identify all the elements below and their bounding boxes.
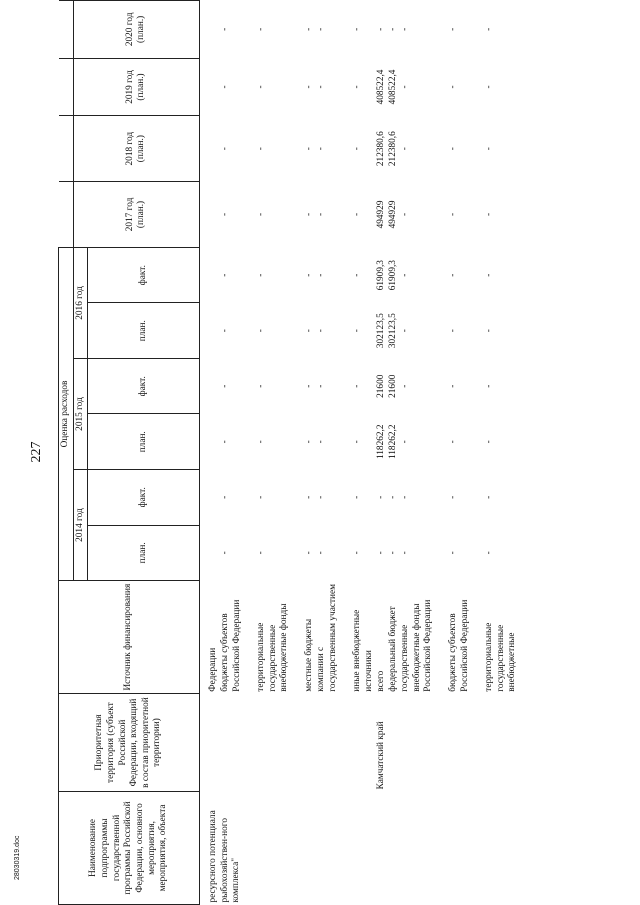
value-line: - — [352, 147, 363, 151]
source-cell — [200, 581, 377, 694]
value-line: - — [256, 329, 267, 333]
source-line: бюджеты субъектов Российской Федерации — [220, 599, 242, 692]
value-line — [208, 60, 220, 114]
value-line: - — [448, 212, 459, 217]
value-line: - — [220, 551, 231, 555]
value-line: - — [316, 329, 327, 333]
value-line: 61909,3 — [376, 260, 387, 291]
value-line — [208, 416, 220, 468]
value-cell — [376, 470, 520, 526]
col-header-plan: план. — [88, 303, 200, 359]
value-cell — [376, 525, 520, 581]
value-line — [208, 118, 220, 180]
col-header-territory: Приоритетная территория (субъект Российской Федерации, входящий в состав приоритетной территории) — [59, 694, 200, 792]
value-cell — [200, 58, 377, 116]
source-line: территориальные государственные внебюджетные фонды — [256, 603, 290, 692]
value-line — [208, 305, 220, 357]
col-header-estimate: Оценка расходов — [59, 247, 74, 580]
value-line — [208, 249, 220, 301]
value-line: - — [352, 495, 363, 499]
value-line: - — [448, 551, 459, 555]
value-line: 212380,6 — [388, 131, 399, 167]
value-line: - — [256, 495, 267, 499]
value-line — [208, 3, 220, 57]
col-header-fact: факт. — [88, 470, 200, 526]
value-line: - — [448, 329, 459, 333]
source-line: территориальные государственные внебюджетные — [484, 622, 518, 692]
value-line: - — [304, 329, 315, 333]
value-line: - — [256, 147, 267, 151]
rotated-table-page — [58, 0, 640, 905]
value-line: - — [220, 147, 231, 151]
value-line: - — [352, 551, 363, 555]
col-header-2018: 2018 год (план.) — [73, 116, 200, 182]
value-line: - — [484, 147, 495, 151]
table-row — [200, 1, 377, 905]
value-line: - — [448, 273, 459, 277]
value-line: - — [316, 27, 327, 31]
value-line: - — [256, 440, 267, 444]
value-line: - — [400, 329, 411, 333]
source-line: иные внебюджетные источники — [352, 609, 374, 692]
value-line: - — [304, 85, 315, 89]
value-line: - — [316, 551, 327, 555]
value-line: - — [376, 495, 387, 499]
source-line: Федерации — [208, 647, 219, 692]
value-line: 61909,3 — [388, 260, 399, 291]
value-line: - — [376, 551, 387, 555]
value-cell — [376, 58, 520, 116]
value-line: - — [400, 551, 411, 555]
value-cell — [200, 116, 377, 182]
value-line: - — [388, 495, 399, 499]
value-cell — [200, 1, 377, 59]
value-line: 408522,4 — [388, 69, 399, 105]
value-line: - — [484, 384, 495, 388]
value-line: - — [352, 440, 363, 444]
col-header-program: Наименование подпрограммы государственной программы Российской Федерации, основного мероприятия, мероприятия, объекта — [59, 791, 200, 904]
value-line: 494929 — [376, 200, 387, 229]
value-line: - — [304, 495, 315, 499]
col-header-plan: план. — [88, 525, 200, 581]
value-cell — [376, 1, 520, 59]
value-line: - — [376, 27, 387, 31]
value-line: - — [256, 384, 267, 388]
header-spacer — [59, 116, 74, 182]
value-line: - — [484, 273, 495, 277]
col-header-fact: факт. — [88, 358, 200, 414]
value-line: - — [256, 85, 267, 89]
source-cell — [376, 581, 520, 694]
value-line: - — [304, 212, 315, 217]
value-line: - — [400, 85, 411, 89]
value-line: - — [304, 27, 315, 31]
col-header-2014: 2014 год — [73, 470, 88, 581]
value-cell — [376, 182, 520, 248]
value-line: - — [448, 495, 459, 499]
value-line: 302123,5 — [388, 313, 399, 349]
value-line: 212380,6 — [376, 131, 387, 167]
col-header-fact: факт. — [88, 247, 200, 303]
value-cell — [200, 470, 377, 526]
value-line: 494929 — [388, 200, 399, 229]
value-line: - — [448, 384, 459, 388]
source-line: бюджеты субъектов Российской Федерации — [448, 599, 470, 692]
value-line: - — [448, 85, 459, 89]
program-name-cell: ресурсного потенциала рыбохозяйствен-ного комплекса" — [208, 810, 242, 903]
col-header-2020: 2020 год (план.) — [73, 1, 200, 59]
value-line: - — [220, 329, 231, 333]
value-line: - — [484, 212, 495, 217]
value-line: - — [448, 147, 459, 151]
value-line: - — [484, 329, 495, 333]
col-header-plan: план. — [88, 414, 200, 470]
value-line: - — [400, 495, 411, 499]
value-cell — [200, 414, 377, 470]
value-line: - — [352, 273, 363, 277]
footer-code: 28030319.doc — [14, 835, 21, 880]
value-line: - — [256, 551, 267, 555]
value-line: 21600 — [376, 374, 387, 398]
value-line — [208, 472, 220, 524]
value-line: 118262,2 — [376, 424, 387, 460]
source-line: компании с государственным участием — [316, 583, 338, 692]
value-line: 408522,4 — [376, 69, 387, 105]
value-cell — [376, 116, 520, 182]
value-line: - — [400, 384, 411, 388]
value-line: - — [220, 495, 231, 499]
value-line: - — [220, 273, 231, 277]
value-line: - — [316, 212, 327, 217]
value-line: - — [220, 440, 231, 444]
col-header-2016: 2016 год — [73, 247, 88, 358]
value-line: - — [352, 27, 363, 31]
value-line: 118262,2 — [388, 424, 399, 460]
value-line: - — [220, 85, 231, 89]
value-line: - — [448, 440, 459, 444]
source-line: федеральный бюджет — [388, 606, 399, 692]
value-line: - — [484, 495, 495, 499]
source-line: всего — [376, 670, 387, 692]
value-line: 21600 — [388, 374, 399, 398]
value-line: - — [484, 85, 495, 89]
col-header-source: Источник финансирования — [59, 581, 200, 694]
value-line: 302123,5 — [376, 313, 387, 349]
value-line: - — [256, 212, 267, 217]
value-line — [208, 184, 220, 246]
value-cell — [200, 358, 377, 414]
value-line: - — [316, 273, 327, 277]
value-line: - — [304, 440, 315, 444]
source-line: государственные внебюджетные фонды Российской Федерации — [400, 599, 434, 692]
value-line: - — [316, 384, 327, 388]
header-spacer — [59, 58, 74, 116]
value-line: - — [304, 273, 315, 277]
value-line: - — [484, 27, 495, 31]
value-line — [208, 360, 220, 412]
value-cell — [200, 182, 377, 248]
value-line: - — [220, 384, 231, 388]
value-line: - — [304, 384, 315, 388]
value-line: - — [316, 85, 327, 89]
value-line: - — [484, 551, 495, 555]
value-cell — [200, 303, 377, 359]
value-cell — [200, 525, 377, 581]
value-line: - — [388, 551, 399, 555]
value-line: - — [220, 27, 231, 31]
header-spacer — [59, 1, 74, 59]
value-line: - — [316, 440, 327, 444]
value-line: - — [220, 212, 231, 217]
value-line: - — [256, 273, 267, 277]
table-row — [376, 1, 520, 905]
value-line: - — [352, 384, 363, 388]
value-line: - — [400, 147, 411, 151]
value-line: - — [352, 329, 363, 333]
header-spacer — [59, 182, 74, 248]
value-cell — [376, 303, 520, 359]
value-line: - — [316, 495, 327, 499]
value-line — [208, 527, 220, 579]
expenditure-table — [58, 0, 520, 905]
value-line: - — [352, 85, 363, 89]
source-line: местные бюджеты — [304, 618, 315, 692]
value-line: - — [400, 27, 411, 31]
value-line: - — [400, 440, 411, 444]
value-cell — [376, 247, 520, 303]
value-line: - — [400, 212, 411, 217]
value-line: - — [388, 27, 399, 31]
value-cell — [376, 358, 520, 414]
col-header-2017: 2017 год (план.) — [73, 182, 200, 248]
value-line: - — [448, 27, 459, 31]
value-line: - — [484, 440, 495, 444]
value-line: - — [304, 551, 315, 555]
col-header-2019: 2019 год (план.) — [73, 58, 200, 116]
page-number: 227 — [29, 441, 44, 463]
value-line: - — [316, 147, 327, 151]
territory-cell: Камчатский край — [376, 721, 387, 790]
territory-cell — [200, 694, 377, 792]
value-line: - — [352, 212, 363, 217]
value-line: - — [400, 273, 411, 277]
value-line: - — [256, 27, 267, 31]
value-line: - — [304, 147, 315, 151]
program-name-cell — [376, 791, 520, 904]
col-header-2015: 2015 год — [73, 358, 88, 469]
value-cell — [376, 414, 520, 470]
value-cell — [200, 247, 377, 303]
